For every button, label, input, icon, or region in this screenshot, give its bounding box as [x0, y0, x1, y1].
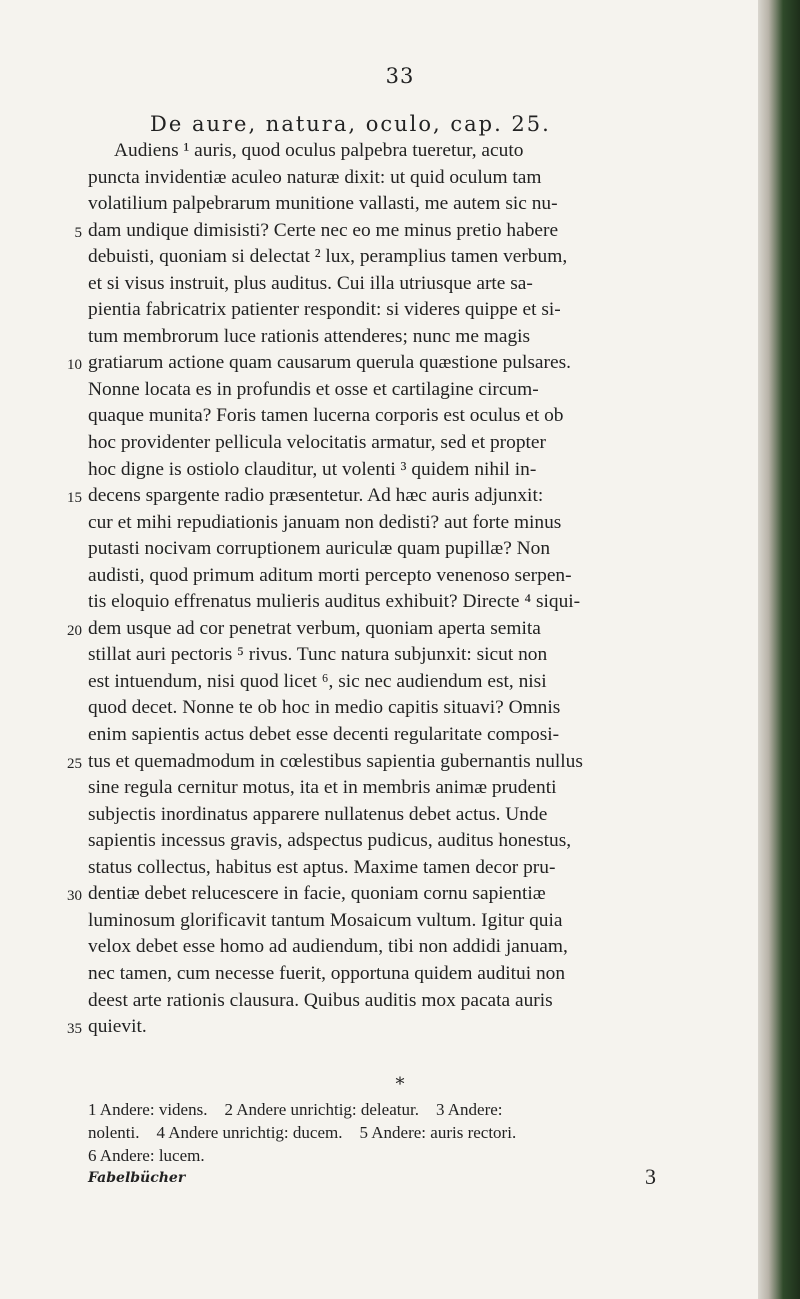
- line-text: Audiens ¹ auris, quod oculus palpebra tueretur, acuto: [114, 140, 524, 161]
- text-line: [88, 722, 748, 749]
- text-line: [67, 749, 748, 776]
- text-line: [88, 271, 748, 298]
- text-line: [67, 350, 748, 377]
- line-text: Nonne locata es in profundis et osse et cartilagine circum-: [88, 378, 539, 400]
- line-text: tis eloquio effrenatus mulieris auditus exhibuit? Directe ⁴ siqui-: [88, 591, 581, 613]
- line-number: 5: [74, 224, 82, 241]
- line-text: puncta invidentiæ aculeo naturæ dixit: ut quid oculum tam: [88, 166, 542, 188]
- text-line: [88, 244, 748, 271]
- line-text: enim sapientis actus debet esse decenti regularitate composi-: [88, 724, 560, 746]
- text-line: [88, 403, 748, 430]
- line-text: putasti nocivam corruptionem auriculæ quam pupillæ? Non: [88, 538, 551, 560]
- separator-star: *: [395, 1074, 405, 1095]
- text-line: [88, 297, 748, 324]
- line-text: velox debet esse homo ad audiendum, tibi non addidi januam,: [88, 936, 568, 958]
- line-text: debuisti, quoniam si delectat ² lux, peramplius tamen verbum,: [88, 246, 568, 268]
- text-line: [74, 218, 748, 245]
- signature-mark: 3: [645, 1164, 656, 1189]
- text-line: [88, 165, 748, 192]
- line-number: 15: [67, 490, 82, 507]
- text-line: [88, 457, 748, 484]
- text-line: [67, 616, 748, 643]
- text-line: [88, 642, 748, 669]
- line-text: tus et quemadmodum in cœlestibus sapientia gubernantis nullus: [88, 750, 583, 772]
- line-text: hoc digne is ostiolo clauditur, ut volenti ³ quidem nihil in-: [88, 458, 537, 480]
- line-text: stillat auri pectoris ⁵ rivus. Tunc natura subjunxit: sicut non: [88, 644, 548, 666]
- line-text: dem usque ad cor penetrat verbum, quoniam aperta semita: [88, 617, 541, 639]
- text-line: [88, 510, 748, 537]
- line-number: 10: [67, 357, 82, 374]
- text-line: [88, 191, 748, 218]
- footnote-line: 6 Andere: lucem.: [88, 1146, 205, 1165]
- text-line: [67, 881, 748, 908]
- footnote-line: nolenti. 4 Andere unrichtig: ducem. 5 Andere: auris rectori.: [88, 1123, 517, 1142]
- line-text: gratiarum actione quam causarum querula quæstione pulsares.: [88, 352, 571, 374]
- line-text: luminosum glorificavit tantum Mosaicum vultum. Igitur quia: [88, 909, 563, 931]
- page-number: 33: [385, 64, 415, 88]
- line-text: sapientis incessus gravis, adspectus pudicus, auditus honestus,: [88, 830, 572, 852]
- line-text: quaque munita? Foris tamen lucerna corporis est oculus et ob: [88, 405, 564, 427]
- footer-label: Fabelbücher: [88, 1170, 186, 1186]
- text-line: [88, 536, 748, 563]
- text-line: [88, 934, 748, 961]
- line-text: dam undique dimisisti? Certe nec eo me minus pretio habere: [88, 219, 559, 241]
- line-text: hoc providenter pellicula velocitatis armatur, sed et propter: [88, 432, 546, 454]
- line-text: cur et mihi repudiationis januam non dedisti? aut forte minus: [88, 511, 562, 533]
- line-text: tum membrorum luce rationis attenderes; nunc me magis: [88, 325, 531, 347]
- text-line: [88, 855, 748, 882]
- text-line: [88, 138, 748, 165]
- text-line: [88, 775, 748, 802]
- line-number: 25: [67, 755, 82, 772]
- line-text: deest arte rationis clausura. Quibus auditis mox pacata auris: [88, 989, 553, 1011]
- line-text: subjectis inordinatus apparere nullatenus debet actus. Unde: [88, 803, 548, 825]
- text-line: [88, 324, 748, 351]
- text-line: [88, 988, 748, 1015]
- book-binding-edge: [758, 0, 800, 1299]
- line-text: est intuendum, nisi quod licet ⁶, sic nec audiendum est, nisi: [88, 670, 547, 692]
- text-line: [67, 483, 748, 510]
- line-text: sine regula cernitur motus, ita et in membris animæ prudenti: [88, 777, 557, 799]
- text-line: [88, 377, 748, 404]
- text-line: [88, 828, 748, 855]
- text-line: [88, 669, 748, 696]
- text-line: [88, 589, 748, 616]
- chapter-title: De aure, natura, oculo, cap. 25.: [150, 112, 551, 136]
- text-line: [88, 563, 748, 590]
- line-text: status collectus, habitus est aptus. Maxime tamen decor pru-: [88, 856, 556, 878]
- text-line: [88, 695, 748, 722]
- text-line: [67, 1014, 748, 1041]
- text-line: [88, 961, 748, 988]
- line-text: volatilium palpebrarum munitione vallasti, me autem sic nu-: [88, 193, 558, 215]
- line-number: 20: [67, 622, 82, 639]
- main-text: [67, 138, 748, 1041]
- line-text: decens spargente radio præsentetur. Ad hæc auris adjunxit:: [88, 485, 544, 507]
- text-line: [88, 802, 748, 829]
- text-line: [88, 908, 748, 935]
- line-text: audisti, quod primum aditum morti percepto venenoso serpen-: [88, 564, 572, 586]
- line-text: pientia fabricatrix patienter respondit: si videres quippe et si-: [88, 299, 561, 321]
- line-text: et si visus instruit, plus auditus. Cui illa utriusque arte sa-: [88, 272, 533, 294]
- line-text: quod decet. Nonne te ob hoc in medio capitis situavi? Omnis: [88, 697, 561, 719]
- line-text: nec tamen, cum necesse fuerit, opportuna quidem auditui non: [88, 962, 566, 984]
- line-text: quievit.: [88, 1016, 147, 1038]
- line-text: dentiæ debet relucescere in facie, quoniam cornu sapientiæ: [88, 883, 546, 905]
- line-number: 30: [67, 888, 82, 905]
- footnotes: [88, 1098, 748, 1167]
- line-number: 35: [67, 1021, 82, 1038]
- text-line: [88, 430, 748, 457]
- footnote-line: 1 Andere: videns. 2 Andere unrichtig: deleatur. 3 Andere:: [88, 1100, 503, 1119]
